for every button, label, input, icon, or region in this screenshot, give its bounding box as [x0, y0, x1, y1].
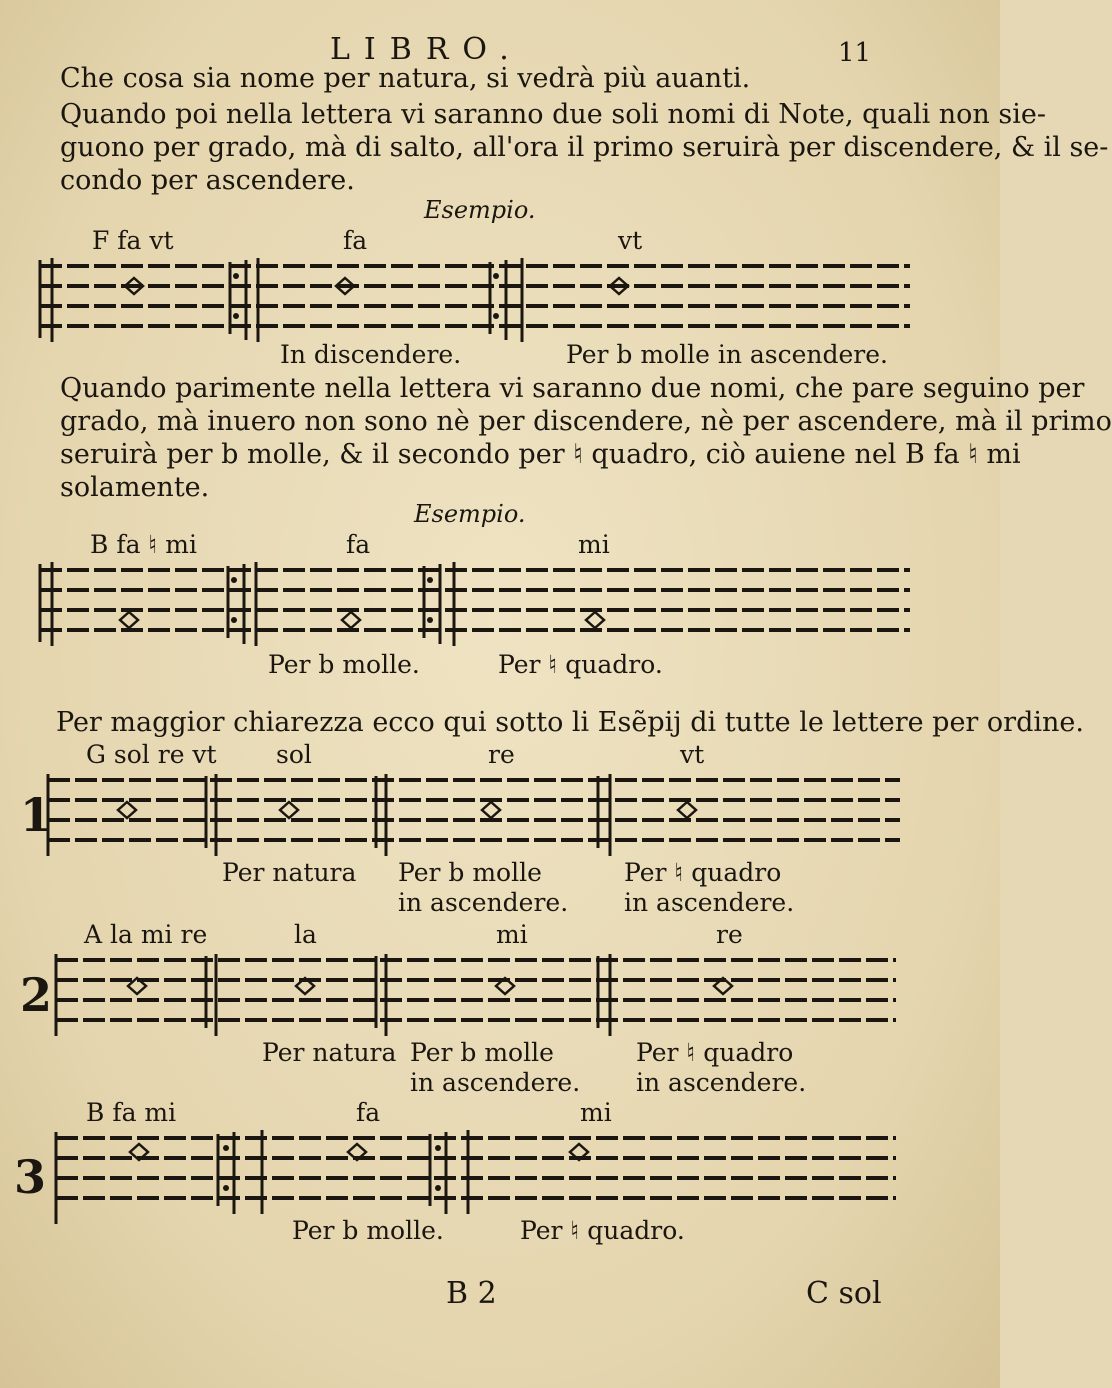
music-staff: [50, 1130, 910, 1230]
solmization-label: B fa mi: [86, 1098, 177, 1127]
running-title: LIBRO.: [330, 32, 523, 67]
caption: In discendere.: [280, 340, 462, 369]
solmization-label: mi: [580, 1098, 612, 1127]
caption: Per b molle: [410, 1038, 554, 1067]
caption: in ascendere.: [398, 888, 569, 917]
music-staff: [30, 258, 910, 344]
caption: Per natura: [222, 858, 357, 887]
music-staff: [30, 562, 910, 648]
text-line: Quando poi nella lettera vi saranno due soli nomi di Note, quali non sie-: [60, 99, 1047, 130]
paragraph-3: [60, 372, 1112, 504]
text-line: seruirà per b molle, & il secondo per ♮ quadro, ciò auiene nel B fa ♮ mi: [60, 439, 1021, 470]
breve-note: [118, 802, 136, 818]
breve-note: [678, 802, 696, 818]
breve-note: [482, 802, 500, 818]
solmization-label: la: [294, 920, 317, 949]
caption: in ascendere.: [410, 1068, 581, 1097]
printer-signature: B 2: [446, 1276, 497, 1311]
solmization-label: G sol re vt: [86, 740, 217, 769]
caption: Per ♮ quadro.: [498, 650, 663, 679]
text-line: condo per ascendere.: [60, 165, 355, 196]
music-staff: [40, 772, 910, 860]
text-line: grado, mà inuero non sono nè per discendere, nè per ascendere, mà il primo: [60, 406, 1112, 437]
caption: Per ♮ quadro: [624, 858, 782, 887]
paragraph-4: [56, 706, 1084, 739]
solmization-label: B fa ♮ mi: [90, 530, 198, 559]
breve-note: [342, 612, 360, 628]
caption: Per b molle: [398, 858, 542, 887]
row-number: 2: [20, 968, 53, 1022]
caption: Per ♮ quadro.: [520, 1216, 685, 1245]
breve-note: [586, 612, 604, 628]
paragraph-2: [60, 98, 1108, 197]
page-number: 11: [838, 38, 872, 68]
paragraph-1: [60, 62, 750, 95]
caption: in ascendere.: [624, 888, 795, 917]
solmization-label: vt: [680, 740, 705, 769]
music-staff: [50, 952, 910, 1040]
text-line: Che cosa sia nome per natura, si vedrà più auanti.: [60, 63, 751, 94]
text-line: Quando parimente nella lettera vi saranno due nomi, che pare seguino per: [60, 373, 1085, 404]
caption: in ascendere.: [636, 1068, 807, 1097]
breve-note: [280, 802, 298, 818]
solmization-label: mi: [578, 530, 610, 559]
solmization-label: re: [488, 740, 515, 769]
caption: Per ♮ quadro: [636, 1038, 794, 1067]
caption: Per b molle in ascendere.: [566, 340, 888, 369]
example-heading: Esempio.: [414, 500, 526, 528]
row-number: 1: [20, 788, 53, 842]
solmization-label: mi: [496, 920, 528, 949]
solmization-label: re: [716, 920, 743, 949]
solmization-label: A la mi re: [84, 920, 208, 949]
example-heading: Esempio.: [424, 196, 536, 224]
caption: Per b molle.: [292, 1216, 444, 1245]
solmization-label: fa: [346, 530, 371, 559]
solmization-label: sol: [276, 740, 312, 769]
catchword: C sol: [806, 1276, 882, 1311]
text-line: guono per grado, mà di salto, all'ora il primo seruirà per discendere, & il se-: [60, 132, 1109, 163]
text-line: solamente.: [60, 472, 210, 503]
text-line: Per maggior chiarezza ecco qui sotto li Esẽpij di tutte le lettere per ordine.: [56, 707, 1084, 738]
solmization-label: F fa vt: [92, 226, 174, 255]
breve-note: [120, 612, 138, 628]
solmization-label: vt: [618, 226, 643, 255]
caption: Per natura: [262, 1038, 397, 1067]
solmization-label: fa: [343, 226, 368, 255]
solmization-label: fa: [356, 1098, 381, 1127]
caption: Per b molle.: [268, 650, 420, 679]
row-number: 3: [14, 1150, 47, 1204]
